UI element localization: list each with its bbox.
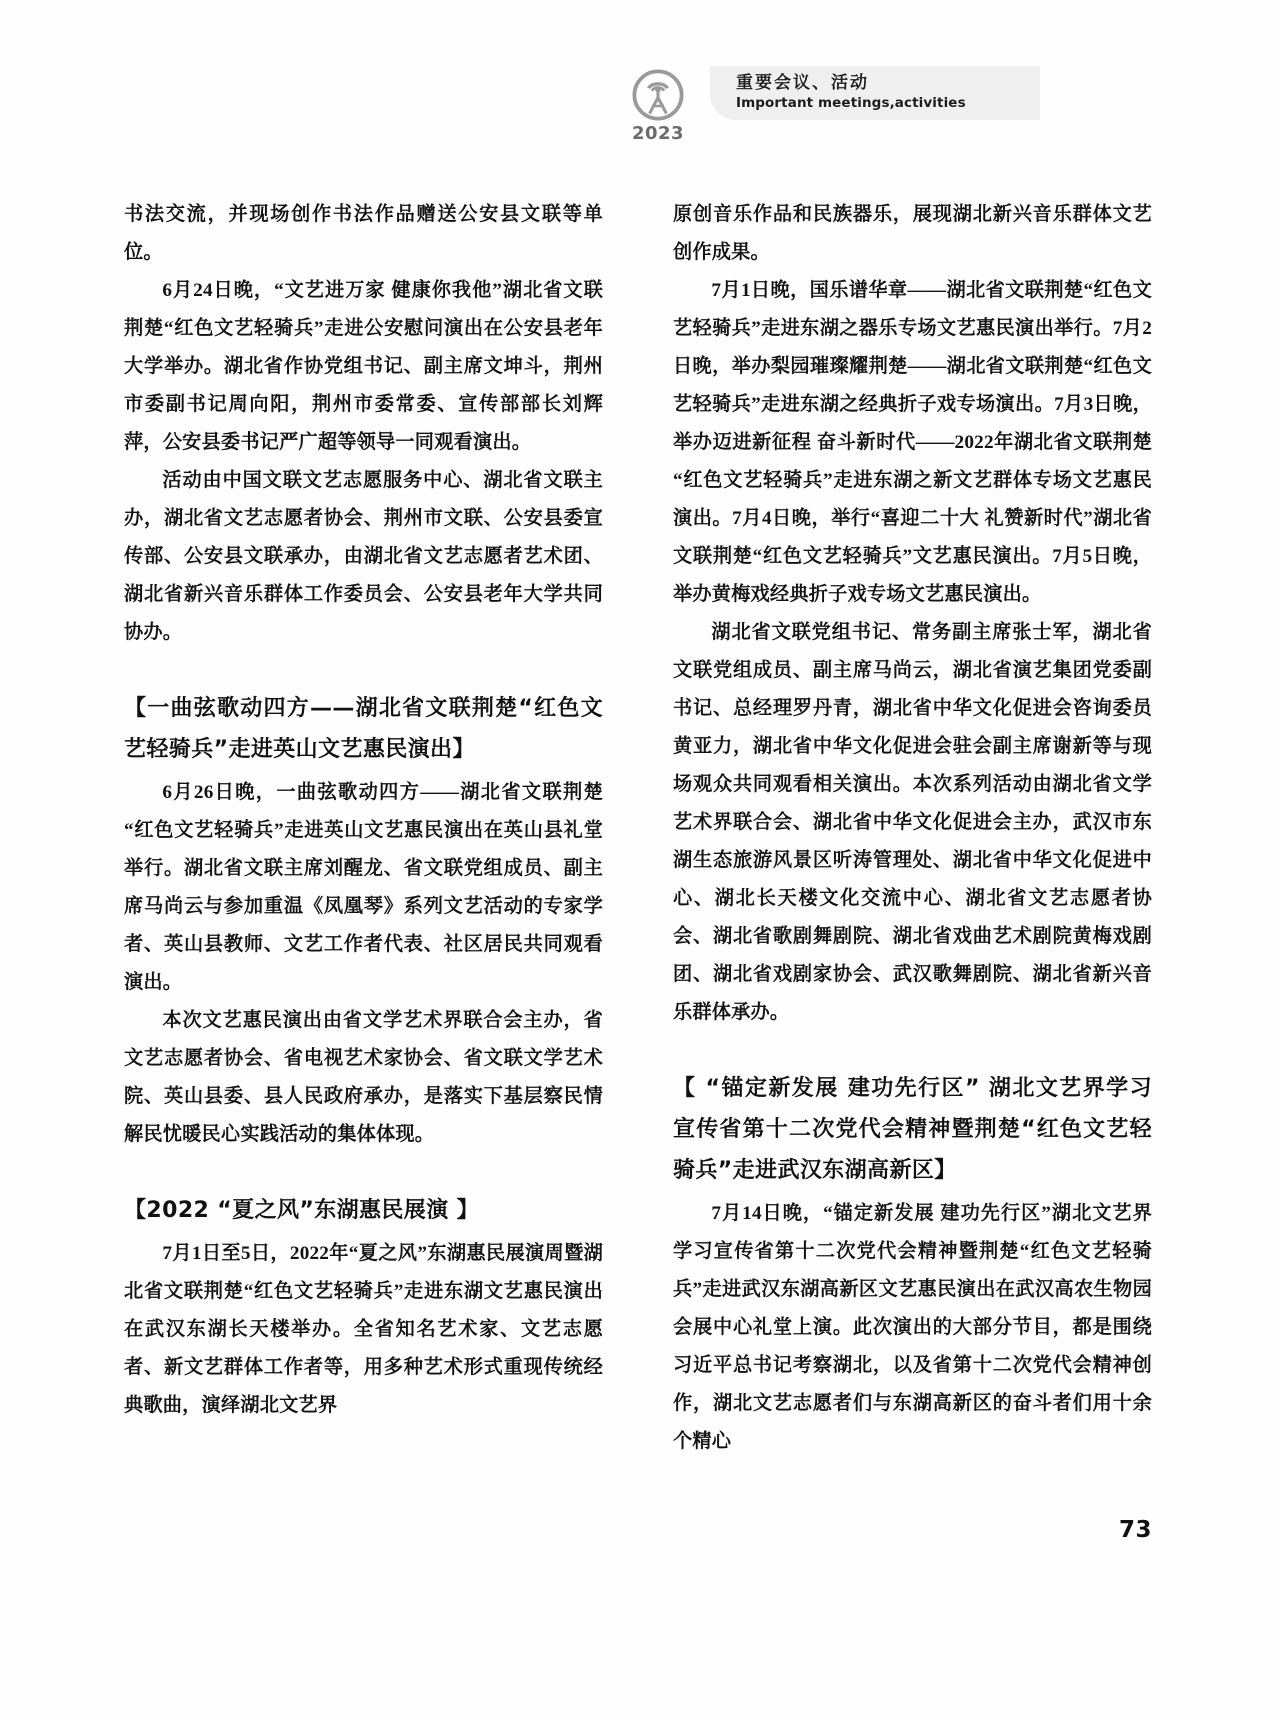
body-paragraph: 书法交流，并现场创作书法作品赠送公安县文联等单位。 [124,204,603,263]
body-paragraph: 活动由中国文联文艺志愿服务中心、湖北省文联主办，湖北省文艺志愿者协会、荆州市文联、公安县委宣传部、公安县文联承办，由湖北省文艺志愿者艺术团、湖北省新兴音乐群体工作委员会、公安县老年大学共同协办。 [124,470,603,643]
header-title-cn: 重要会议、活动 [736,73,869,94]
radio-tower-emblem-icon [631,68,685,122]
running-header [620,66,1140,148]
body-paragraph: 本次文艺惠民演出由省文学艺术界联合会主办，省文艺志愿者协会、省电视艺术家协会、省文联文学艺术院、英山县委、县人民政府承办，是落实下基层察民情解民忧暖民心实践活动的集体体现。 [124,1010,603,1145]
section-heading: 【2022 “夏之风”东湖惠民展演 】 [124,1198,480,1223]
page-number: 73 [1118,1517,1152,1543]
body-paragraph: 原创音乐作品和民族器乐，展现湖北新兴音乐群体文艺创作成果。 [673,204,1152,263]
body-paragraph: 7月1日晚，国乐谱华章——湖北省文联荆楚“红色文艺轻骑兵”走进东湖之器乐专场文艺惠民演出举行。7月2日晚，举办梨园璀璨耀荆楚——湖北省文联荆楚“红色文艺轻骑兵”走进东湖之经典折子戏专场演出。7月3日晚，举办迈进新征程 奋斗新时代——2022年湖北省文联荆楚“红色文艺轻骑兵”走进东湖之新文艺群体专场文艺惠民演出。7月4日晚，举行“喜迎二十大 礼赞新时代”湖北省文联荆楚“红色文艺轻骑兵”文艺惠民演出。7月5日晚，举办黄梅戏经典折子戏专场文艺惠民演出。 [673,280,1152,605]
header-title-en: Important meetings,activities [736,95,966,112]
body-paragraph: 湖北省文联党组书记、常务副主席张士军，湖北省文联党组成员、副主席马尚云，湖北省演艺集团党委副书记、总经理罗丹青，湖北省中华文化促进会咨询委员黄亚力，湖北省中华文化促进会驻会副主席谢新等与现场观众共同观看相关演出。本次系列活动由湖北省文学艺术界联合会、湖北省中华文化促进会主办，武汉市东湖生态旅游风景区听涛管理处、湖北省中华文化促进中心、湖北长天楼文化交流中心、湖北省文艺志愿者协会、湖北省歌剧舞剧院、湖北省戏曲艺术剧院黄梅戏剧团、湖北省戏剧家协会、武汉歌舞剧院、湖北省新兴音乐群体承办。 [673,622,1152,1023]
right-column [673,196,1152,1466]
body-paragraph: 6月24日晚，“文艺进万家 健康你我他”湖北省文联荆楚“红色文艺轻骑兵”走进公安慰问演出在公安县老年大学举办。湖北省作协党组书记、副主席文坤斗，荆州市委副书记周向阳，荆州市委常委、宣传部部长刘辉萍，公安县委书记严广超等领导一同观看演出。 [124,280,603,453]
left-column [124,196,603,1466]
header-emblem [620,66,696,144]
body-paragraph: 7月1日至5日，2022年“夏之风”东湖惠民展演周暨湖北省文联荆楚“红色文艺轻骑兵”走进东湖文艺惠民演出在武汉东湖长天楼举办。全省知名艺术家、文艺志愿者、新文艺群体工作者等，用多种艺术形式重现传统经典歌曲，演绎湖北文艺界 [124,1243,603,1416]
body-paragraph: 7月14日晚，“锚定新发展 建功先行区”湖北文艺界学习宣传省第十二次党代会精神暨荆楚“红色文艺轻骑兵”走进武汉东湖高新区文艺惠民演出在武汉高农生物园会展中心礼堂上演。此次演出的大部分节目，都是围绕习近平总书记考察湖北，以及省第十二次党代会精神创作，湖北文艺志愿者们与东湖高新区的奋斗者们用十余个精心 [673,1203,1152,1452]
emblem-year-label: 2023 [631,123,685,144]
section-heading: 【 “锚定新发展 建功先行区” 湖北文艺界学习宣传省第十二次党代会精神暨荆楚“红色文艺轻骑兵”走进武汉东湖高新区】 [673,1076,1152,1183]
header-title-plate [710,66,1040,120]
body-columns [124,196,1152,1466]
body-paragraph: 6月26日晚，一曲弦歌动四方——湖北省文联荆楚“红色文艺轻骑兵”走进英山文艺惠民演出在英山县礼堂举行。湖北省文联主席刘醒龙、省文联党组成员、副主席马尚云与参加重温《凤凰琴》系列文艺活动的专家学者、英山县教师、文艺工作者代表、社区居民共同观看演出。 [124,782,603,993]
section-heading: 【一曲弦歌动四方——湖北省文联荆楚“红色文艺轻骑兵”走进英山文艺惠民演出】 [124,696,603,762]
